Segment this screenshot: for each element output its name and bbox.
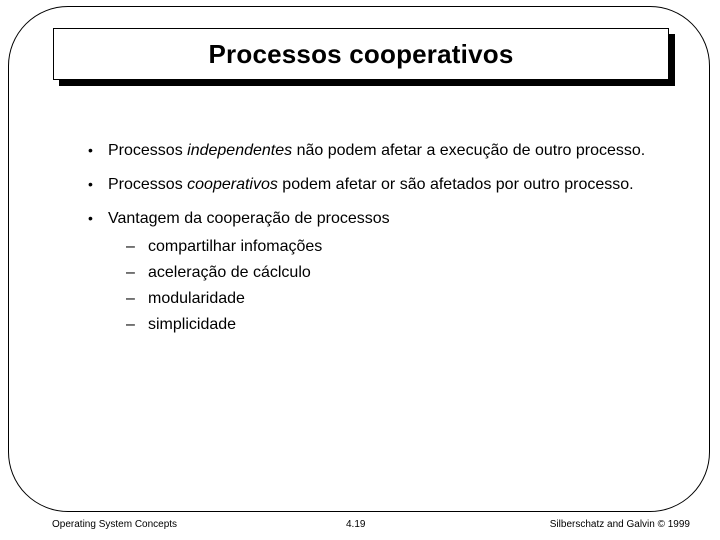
sub-list-item [108, 312, 668, 338]
bullet-icon: • [88, 142, 93, 158]
bullet-item [88, 140, 668, 161]
dash-icon: – [126, 316, 135, 333]
title-box [53, 28, 669, 80]
bullet-item [88, 174, 668, 195]
sub-item-text: simplicidade [148, 316, 237, 333]
bullet-text-pre: Processos [108, 176, 188, 193]
bullet-icon: • [88, 210, 93, 226]
footer-page-number: 4.19 [346, 519, 366, 530]
sub-list-item [108, 286, 668, 312]
sub-list-item [108, 234, 668, 260]
slide-title: Processos cooperativos [208, 38, 514, 69]
sub-list-item [108, 260, 668, 286]
footer-copyright: Silberschatz and Galvin © 1999 [549, 519, 690, 530]
dash-icon: – [126, 238, 135, 255]
bullet-text-pre: Processos [108, 142, 188, 159]
bullet-list [88, 140, 668, 351]
sub-item-text: modularidade [148, 290, 245, 307]
sub-item-text: compartilhar infomações [148, 238, 323, 255]
sub-item-text: aceleração de cáclculo [148, 264, 311, 281]
bullet-item [88, 208, 668, 338]
bullet-text-italic: independentes [187, 142, 293, 159]
footer-book-title: Operating System Concepts [52, 519, 178, 530]
dash-icon: – [126, 264, 135, 281]
bullet-text-post: podem afetar or são afetados por outro processo. [277, 176, 634, 193]
bullet-text-pre: Vantagem da cooperação de processos [108, 210, 390, 227]
bullet-text-italic: cooperativos [187, 176, 278, 193]
bullet-icon: • [88, 176, 93, 192]
dash-icon: – [126, 290, 135, 307]
bullet-text-post: não podem afetar a execução de outro processo. [292, 142, 646, 159]
sub-list [108, 234, 668, 338]
